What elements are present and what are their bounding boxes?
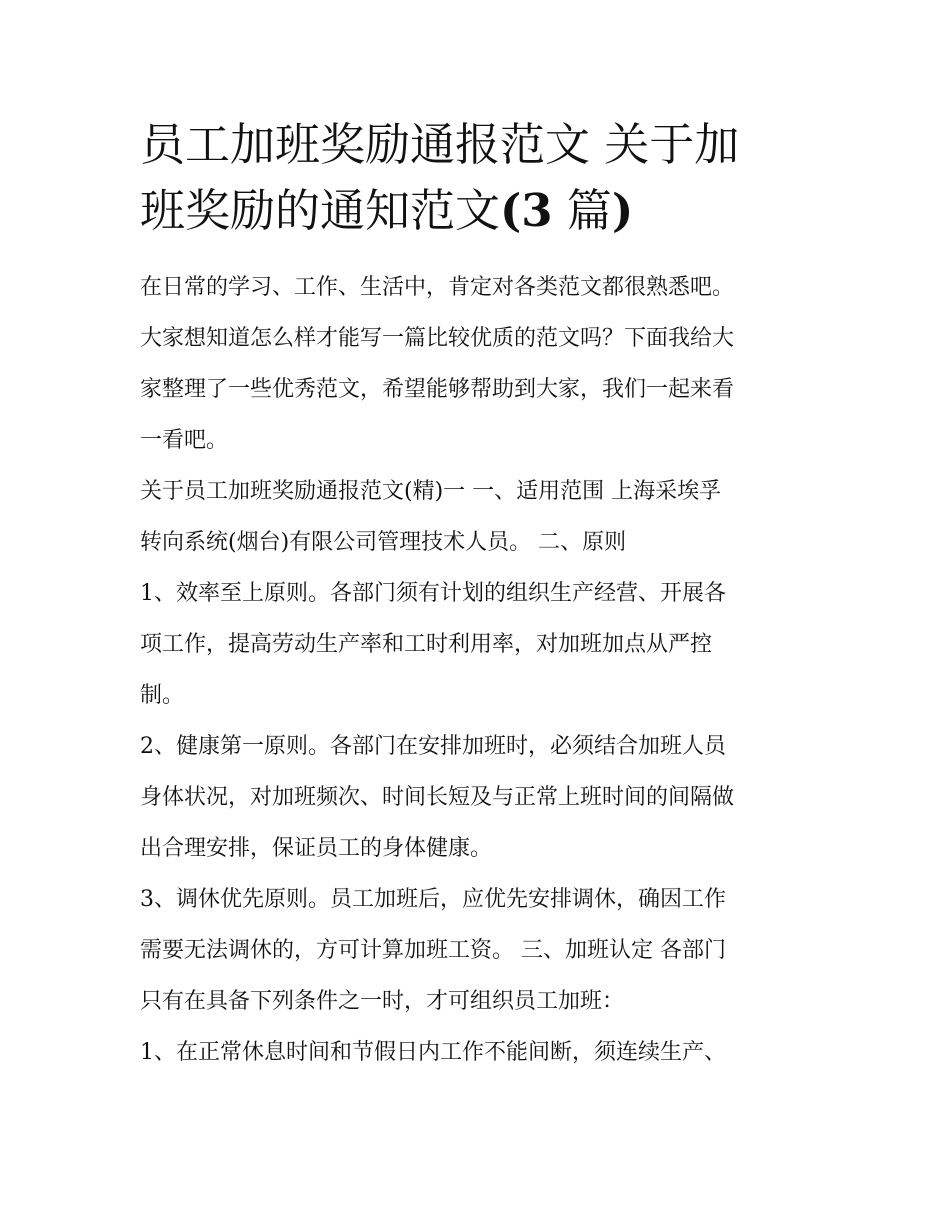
paragraph-line: 需要无法调休的，方可计算加班工资。 三、加班认定 各部门 xyxy=(140,938,726,963)
paragraph-line: 项工作，提高劳动生产率和工时利用率，对加班加点从严控 xyxy=(140,632,713,657)
paragraph-line: 一看吧。 xyxy=(140,428,229,453)
title-line-2-close: ) xyxy=(611,184,634,237)
paragraph-scope xyxy=(140,466,812,568)
paragraph-line: 出合理安排，保证员工的身体健康。 xyxy=(140,836,493,861)
document-body xyxy=(140,262,812,1078)
document-title xyxy=(140,112,812,244)
title-line-2-unit: 篇 xyxy=(552,184,612,237)
paragraph-intro xyxy=(140,262,812,466)
title-line-2 xyxy=(140,178,812,244)
paragraph-principle-2 xyxy=(140,721,812,874)
paragraph-line: 大家想知道怎么样才能写一篇比较优质的范文吗？下面我给大 xyxy=(140,326,735,351)
paragraph-line: 家整理了一些优秀范文，希望能够帮助到大家，我们一起来看 xyxy=(140,377,735,402)
title-line-2-prefix: 班奖励的通知范文 xyxy=(140,184,501,237)
paragraph-line: 制。 xyxy=(140,683,185,708)
title-line-2-count: (3 xyxy=(500,184,553,237)
paragraph-line: 1、效率至上原则。各部门须有计划的组织生产经营、开展各 xyxy=(140,581,726,606)
title-line-1: 员工加班奖励通报范文 关于加 xyxy=(140,118,740,171)
paragraph-line: 只有在具备下列条件之一时，才可组织员工加班： xyxy=(140,989,625,1014)
paragraph-line: 关于员工加班奖励通报范文(精)一 一、适用范围 上海采埃孚 xyxy=(140,479,722,504)
paragraph-principle-3 xyxy=(140,874,812,1027)
paragraph-condition-1 xyxy=(140,1027,812,1078)
paragraph-line: 2、健康第一原则。各部门在安排加班时，必须结合加班人员 xyxy=(140,734,726,759)
paragraph-line: 1、在正常休息时间和节假日内工作不能间断，须连续生产、 xyxy=(140,1040,726,1065)
paragraph-line: 3、调休优先原则。员工加班后，应优先安排调休，确因工作 xyxy=(140,887,726,912)
paragraph-line: 在日常的学习、工作、生活中，肯定对各类范文都很熟悉吧。 xyxy=(140,275,735,300)
document-content xyxy=(140,112,812,1078)
paragraph-line: 转向系统(烟台)有限公司管理技术人员。 二、原则 xyxy=(140,530,627,555)
paragraph-line: 身体状况，对加班频次、时间长短及与正常上班时间的间隔做 xyxy=(140,785,735,810)
paragraph-principle-1 xyxy=(140,568,812,721)
